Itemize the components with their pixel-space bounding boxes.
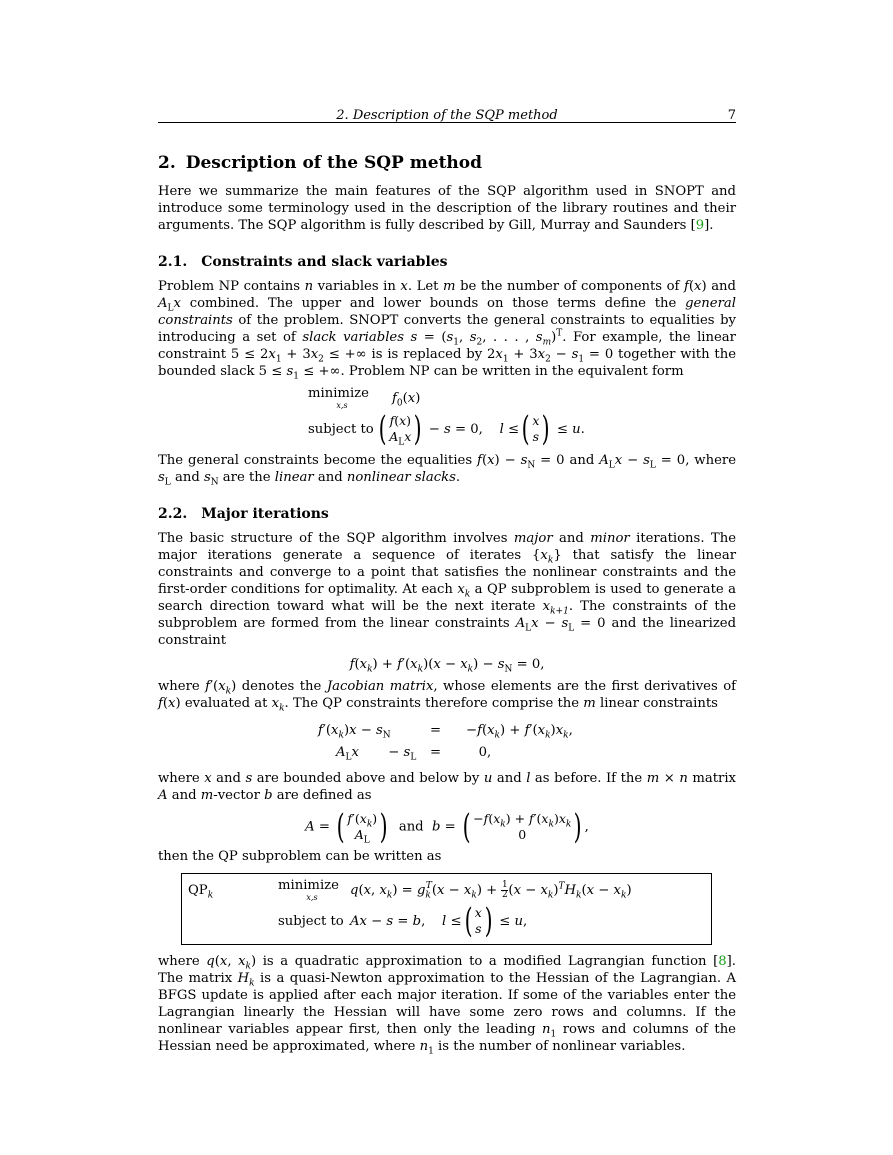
equation-linearized: $f(x_k) + f'(x_k)(x - x_k) - s_N = 0$, xyxy=(349,657,545,675)
equation-A-b: A = ( $f'(x_k)$ $A_L$ ) and b = ( $-f(x_k) + f'(x_k)x_k$ 0 ) , xyxy=(305,807,589,847)
lagrangian-paragraph: where q(x, $x_k$) is a quadratic approximation to a modified Lagrangian function [8]. The matrix $H_k$ is a quasi-Newton approximation to the Hessian of the Lagrangian. A BFGS update is applied after each major iteration. If some of the variables enter the Lagrangian linearly the Hessian will have some zero rows and columns. If the nonlinear variables appear first, then only the leading $n_1$ rows and columns of the Hessian need be approximated, where $n_1$ is the number of nonlinear variables. xyxy=(158,954,736,1057)
section-heading: 2. Description of the SQP method xyxy=(158,153,483,173)
equation-qp-constraints: $f'(x_k)x - s_N = -f(x_k) + f'(x_k)x_k$, $A_Lx$ − $s_L = 0$, xyxy=(318,723,573,763)
citation-link[interactable]: 9 xyxy=(695,218,705,233)
slacks-paragraph: The general constraints become the equalities $f(x) - s_N = 0$ and $A_Lx - s_L = 0$, where $s_L$ and $s_N$ are the linear and nonlinear slacks. xyxy=(158,453,737,488)
qp-intro-paragraph: then the QP subproblem can be written as xyxy=(158,849,442,864)
qp-subproblem-box: $QP_k$ minimize x,s q(x, $x_k) = g_k^T(x - x_k)$ + $\frac{1}{2}$ $(x - x_k)^TH_k(x - x_k)$ subject to Ax − s = b, l ≤ ( x s ) ≤ u, xyxy=(181,873,712,945)
subsection-heading-constraints: 2.1. Constraints and slack variables xyxy=(158,254,448,270)
running-head xyxy=(158,100,736,123)
major-iterations-paragraph: The basic structure of the SQP algorithm involves major and minor iterations. The major iterations generate a sequence of iterates $\{x_k\}$ that satisfy the linear constraints and converge to a point that satisfies the nonlinear constraints and the first-order conditions for optimality. At each $x_k$ a QP subproblem is used to generate a search direction toward what will be the next iterate $x_{k+1}$. The constraints of the subproblem are formed from the linear constraints $A_Lx - s_L = 0$ and the linearized constraint xyxy=(158,531,737,648)
jacobian-paragraph: where $f'(x_k)$ denotes the Jacobian matrix, whose elements are the first derivatives of f(x) evaluated at $x_k$. The QP constraints therefore comprise the m linear constraints xyxy=(158,679,737,714)
page-number: 7 xyxy=(727,108,736,123)
page xyxy=(158,100,736,1055)
citation-link[interactable]: 8 xyxy=(718,954,727,969)
subsection-heading-major-iterations: 2.2. Major iterations xyxy=(158,506,329,522)
equation-np: minimize x,s $f_0(x)$ subject to ( f(x) $A_Lx$ ) − s = 0, l ≤ ( x s ) ≤ u. xyxy=(308,386,585,449)
constraints-paragraph: Problem NP contains n variables in x. Let m be the number of components of f(x) and $A_Lx$ combined. The upper and lower bounds on those terms define the general constraints of the problem. SNOPT converts the general constraints to equalities by introducing a set of slack variables $s = (s_1$, $s_2$, . . . , $s_m)^T$. For example, the linear constraint $5 \le 2x_1 + 3x_2$ ≤ +∞ is is replaced by $2x_1 + 3x_2 - s_1 = 0$ together with the bounded slack $5 \le s_1$ ≤ +∞. Problem NP can be written in the equivalent form xyxy=(158,279,737,382)
bounds-paragraph: where x and s are bounded above and below by u and l as before. If the m × n matrix A and m-vector b are defined as xyxy=(158,771,736,803)
running-title: 2. Description of the SQP method xyxy=(336,108,558,123)
intro-paragraph: Here we summarize the main features of the SQP algorithm used in SNOPT and introduce some terminology used in the description of the library routines and their arguments. The SQP algorithm is fully described by Gill, Murray and Saunders [9]. xyxy=(158,184,736,233)
